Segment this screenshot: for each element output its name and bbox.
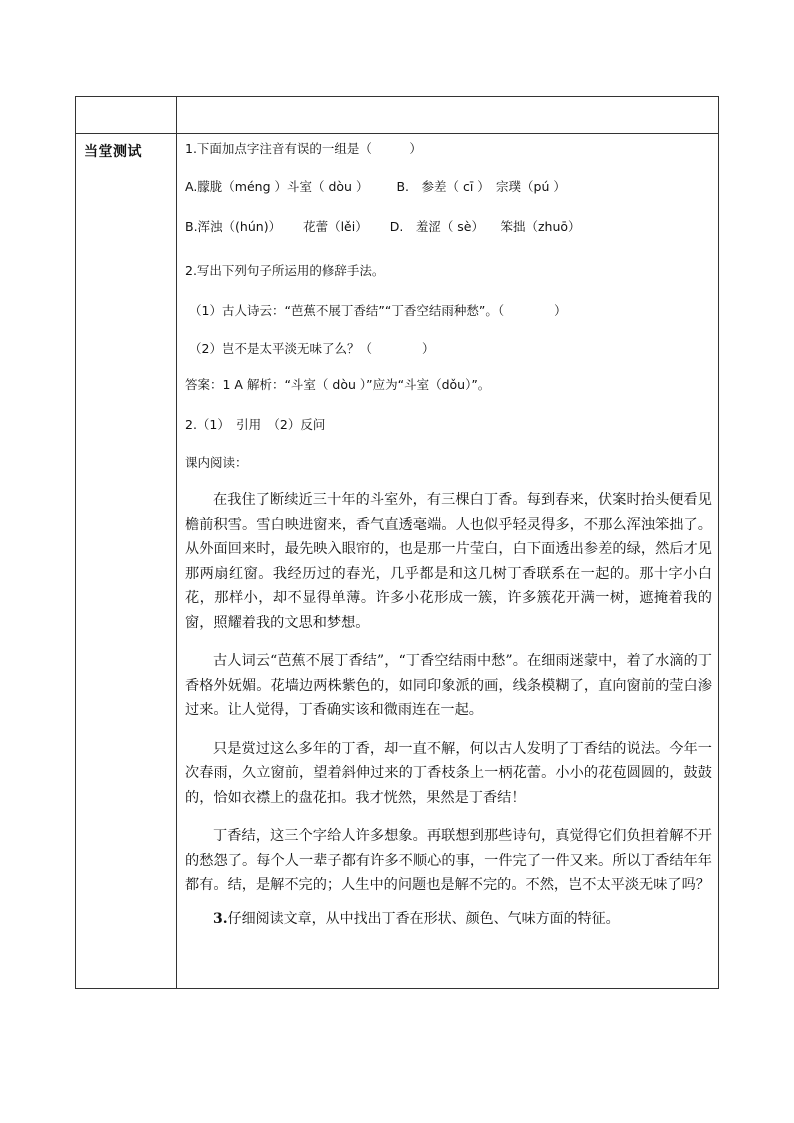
empty-content-cell xyxy=(177,97,719,134)
question-3-number: 3. xyxy=(213,910,228,927)
option-b: B. 参差（ cī ） 宗璞（pú ） xyxy=(396,179,566,194)
question-1-options-row-2 xyxy=(185,218,712,236)
table-row xyxy=(76,134,719,989)
question-1-options-row-1 xyxy=(185,178,712,196)
quiz-content xyxy=(177,134,718,928)
section-content-cell xyxy=(177,134,719,989)
section-label: 当堂测试 xyxy=(84,144,142,160)
empty-label-cell xyxy=(76,97,177,134)
passage-paragraph-1: 在我住了断续近三十年的斗室外，有三棵白丁香。每到春来，伏案时抬头便看见檐前积雪。雪白映进窗来，香气直透毫端。人也似乎轻灵得多，不那么浑浊笨拙了。从外面回来时，最先映入眼帘的，也是那一片莹白，白下面透出参差的绿，然后才见那两扇红窗。我经历过的春光，几乎都是和这几树丁香联系在一起的。那十字小白花，那样小，却不显得单薄。许多小花形成一簇，许多簇花开满一树，遮掩着我的窗，照耀着我的文思和梦想。 xyxy=(185,492,712,631)
question-2-part-1: （1）古人诗云：“芭蕉不展丁香结”“丁香空结雨种愁”。（ ） xyxy=(189,303,567,318)
section-label-cell xyxy=(76,134,177,989)
option-a: A.朦胧（méng ）斗室（ dòu ） xyxy=(185,179,369,194)
passage-paragraph-4: 丁香结，这三个字给人许多想象。再联想到那些诗句，真觉得它们负担着解不开的愁怨了。每个人一辈子都有许多不顺心的事，一件完了一件又来。所以丁香结年年都有。结，是解不完的；人生中的问题也是解不完的。不然，岂不太平淡无味了吗？ xyxy=(185,828,712,893)
answer-1: 答案：1 A 解析：“斗室（ dòu ）”应为“斗室（dǒu）”。 xyxy=(185,377,491,392)
passage-paragraph-3: 只是赏过这么多年的丁香，却一直不解，何以古人发明了丁香结的说法。今年一次春雨，久立窗前，望着斜伸过来的丁香枝条上一柄花蕾。小小的花苞圆圆的，鼓鼓的，恰如衣襟上的盘花扣。我才恍然，果然是丁香结！ xyxy=(185,740,712,806)
answer-2: 2.（1） 引用 （2）反问 xyxy=(185,417,326,432)
question-2: 2.写出下列句子所运用的修辞手法。 xyxy=(185,263,385,278)
option-d: D. 羞涩（ sè） 笨拙（zhuō） xyxy=(389,219,581,234)
reading-label: 课内阅读： xyxy=(185,455,248,470)
question-1: 1.下面加点字注音有误的一组是（ ） xyxy=(185,141,422,156)
table-row xyxy=(76,97,719,134)
question-2-part-2: （2）岂不是太平淡无味了么？（ ） xyxy=(189,341,435,356)
option-b-second: B.浑浊（(hún)） xyxy=(185,219,282,234)
passage-paragraph-2: 古人词云“芭蕉不展丁香结”，“丁香空结雨中愁”。在细雨迷蒙中，着了水滴的丁香格外妩媚。花墙边两株紫色的，如同印象派的画，线条模糊了，直向窗前的莹白渗过来。让人觉得，丁香确实该和微雨连在一起。 xyxy=(185,653,712,718)
question-3-text: 仔细阅读文章，从中找出丁香在形状、颜色、气味方面的特征。 xyxy=(227,910,620,927)
lesson-table xyxy=(75,96,719,989)
question-3 xyxy=(213,910,712,928)
option-b-second-word: 花蕾（lěi） xyxy=(303,219,368,234)
